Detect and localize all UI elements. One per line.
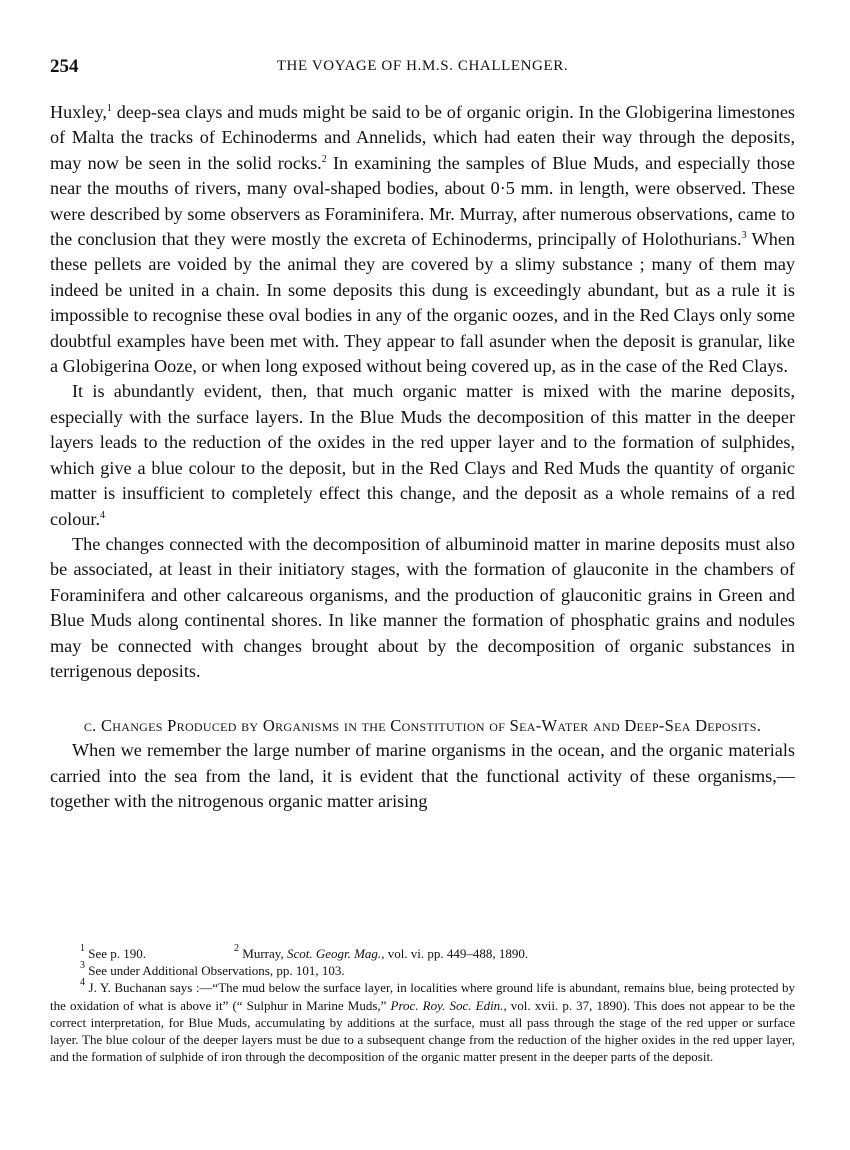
footnote-3: $^3$ See under Additional Observations, pp. 101, 103.	[80, 960, 345, 979]
footnotes	[50, 945, 795, 1065]
footnote-ref-1: 1	[106, 103, 112, 114]
paragraph-1: Huxley,$^1$ deep-sea clays and muds might be said to be of organic origin. In the Globigerina limestones of Malta the tracks of Echinoderms and Annelids, which had eaten their way through the deposits, may now be seen in the solid rocks.$^2$ In examining the samples of Blue Muds, and especially those near the mouths of rivers, many oval-shaped bodies, about 0·5 mm. in length, were observed. These were described by some observers as Foraminifera. Mr. Murray, after numerous observations, came to the conclusion that they were mostly the excreta of Echinoderms, principally of Holothurians.$^3$ When these pellets are voided by the animal they are covered by a slimy substance ; many of them may indeed be united in a chain. In some deposits this dung is exceedingly abundant, but as a rule it is impossible to recognise these oval bodies in any of the organic oozes, and in the Red Clays only some doubtful examples have been met with. They appear to fall asunder when the deposit is granular, like a Globigerina Ooze, or when long exposed without being covered up, as in the case of the Red Clays.	[50, 102, 796, 377]
section-paragraph: When we remember the large number of marine organisms in the ocean, and the organic materials carried into the sea from the land, it is evident that the functional activity of these organisms,—together with the nitrogenous organic matter arising	[50, 740, 795, 812]
footnote-1-2: $^1$ See p. 190. $^2$ Murray, Scot. Geogr. Mag., vol. vi. pp. 449–488, 1890.	[80, 943, 529, 961]
footnote-ref-4: 4	[100, 509, 106, 521]
footnote-4: $^4$ J. Y. Buchanan says :—“The mud below the surface layer, in localities where ground life is abundant, remains blue, being protected by the oxidation of what is above it” (“ Sulphur in Marine Muds,” Proc. Roy. Soc. Edin., vol. xvii. p. 37, 1890). This does not appear to be the correct interpretation, for Blue Muds, accumulating by additions at the surface, must all pass through the stage of the red upper or surface layer. The blue colour of the deeper layers must be due to a subsequent change from the reduction of the higher oxides in the red upper layer, and the formation of sulphide of iron through the decomposition of the organic matter present in the deeper parts of the deposit.	[50, 977, 795, 1065]
footnote-ref-2: 2	[321, 153, 327, 165]
running-title: THE VOYAGE OF H.M.S. CHALLENGER.	[276, 58, 569, 74]
page-number: 254	[50, 56, 79, 77]
footnote-ref-3: 3	[741, 230, 747, 242]
body-text	[50, 100, 795, 815]
paragraph-3: The changes connected with the decomposition of albuminoid matter in marine deposits must also be associated, at least in their initiatory stages, with the formation of glauconite in the chambers of Foraminifera and other calcareous organisms, and the production of glauconitic grains in Green and Blue Muds along continental shores. In like manner the formation of phosphatic grains and nodules may be connected with changes brought about by the decomposition of organic substances in terrigenous deposits.	[50, 533, 795, 681]
page-header	[50, 56, 795, 84]
document-page	[50, 56, 795, 815]
section-heading: c. Changes Produced by Organisms in the Constitution of Sea-Water and Deep-Sea Deposits.	[83, 716, 762, 736]
paragraph-2: It is abundantly evident, then, that much organic matter is mixed with the marine deposits, especially with the surface layers. In the Blue Muds the decomposition of this matter in the deeper layers leads to the reduction of the oxides in the red upper layer and to the formation of sulphides, which give a blue colour to the deposit, but in the Red Clays and Red Muds the quantity of organic matter is insufficient to completely effect this change, and the deposit as a whole remains of a red colour.$^4$	[50, 381, 795, 529]
